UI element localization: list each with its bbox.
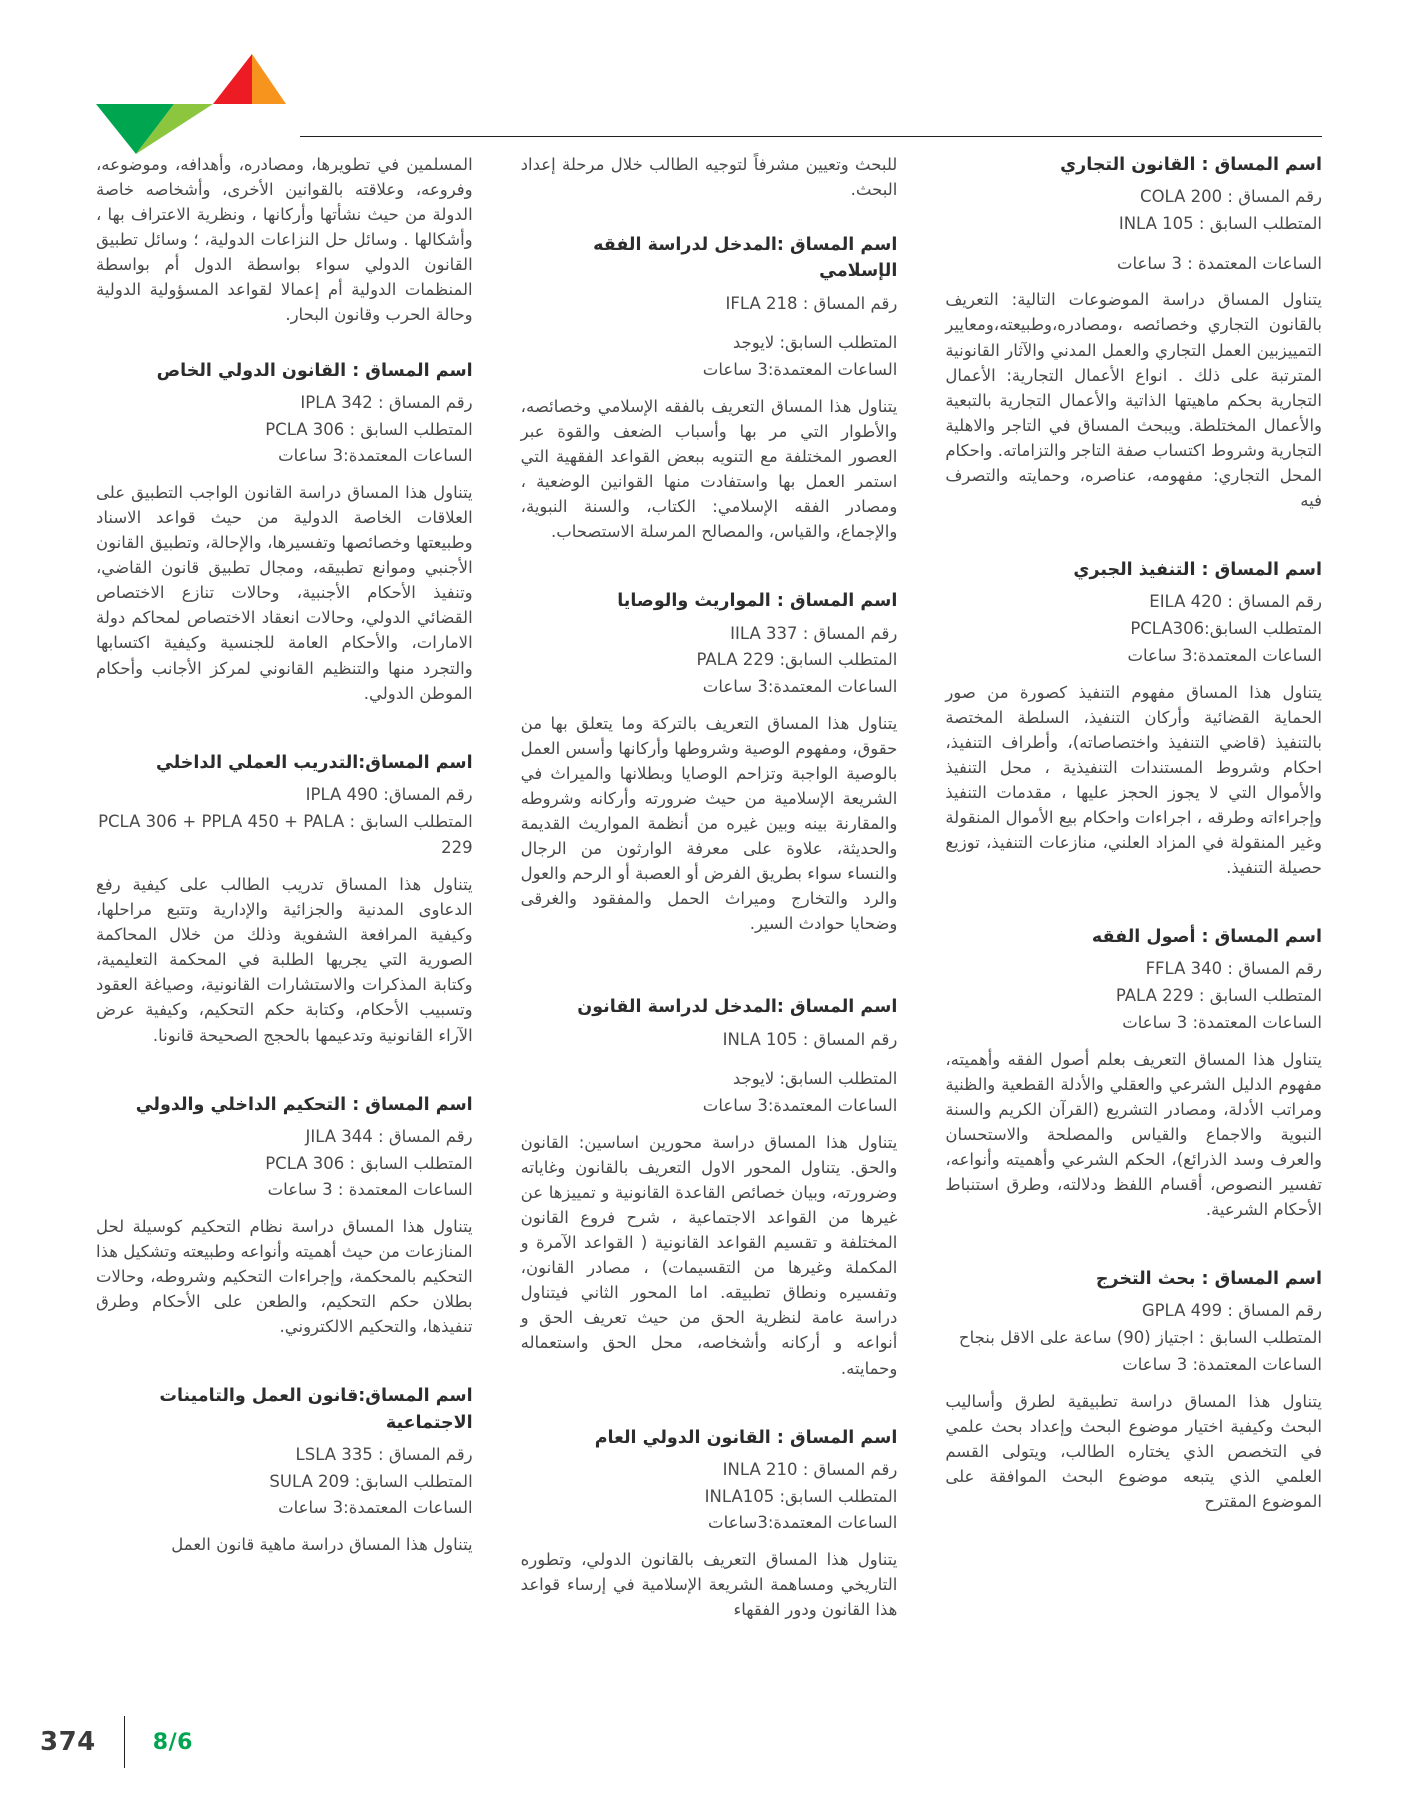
course-credit-hours: الساعات المعتمدة:3ساعات (708, 1513, 898, 1533)
footer-divider (124, 1716, 125, 1768)
course-block (945, 924, 1322, 1222)
page-number: 374 (40, 1727, 96, 1757)
course-number: رقم المساق : INLA 210 (722, 1459, 898, 1479)
course-prerequisite: المتطلب السابق: لايوجد (732, 333, 898, 353)
course-block (521, 588, 898, 936)
course-prerequisite: المتطلب السابق : PCLA 306 + PPLA 450 + PALA 229 (98, 811, 473, 858)
spacer (521, 1053, 898, 1066)
column-middle (520, 152, 898, 1620)
course-prerequisite: المتطلب السابق: PALA 229 (696, 650, 898, 670)
course-title: اسم المساق : بحث التخرج (1095, 1269, 1322, 1290)
course-prerequisite: المتطلب السابق : PCLA 306 (265, 419, 473, 439)
course-title: اسم المساق : التحكيم الداخلي والدولي (135, 1094, 473, 1115)
course-number: رقم المساق : FFLA 340 (1145, 959, 1322, 979)
course-title: اسم المساق : القانون التجاري (1060, 155, 1322, 175)
course-description: يتناول هذا المساق التعريف بعلم أصول الفقه وأهميته، مفهوم الدليل الشرعي والعقلي والأدلة القطعية والظنية ومراتب الأدلة، ومصادر التشريع (القرآن الكريم والسنة النبوية والاجماع والقياس والمصلحة والاستحسان والعرف وسد الذرائع)، الحكم الشرعي وأهميته وأنواعه، تفسير النصوص، أقسام اللفظ ودلالته، وطرق استنباط الأحكام الشرعية. (945, 1049, 1322, 1220)
course-credit-hours: الساعات المعتمدة: 3 ساعات (1122, 1012, 1322, 1032)
course-credit-hours: الساعات المعتمدة:3 ساعات (702, 360, 898, 380)
course-title: اسم المساق : التنفيذ الجبري (1073, 560, 1322, 581)
course-credit-hours: الساعات المعتمدة : 3 ساعات (267, 1180, 473, 1200)
course-number: رقم المساق : IPLA 342 (300, 392, 473, 412)
course-description: يتناول هذا المساق التعريف بالقانون الدولي، وتطوره التاريخي ومساهمة الشريعة الإسلامية في إرساء قواعد هذا القانون ودور الفقهاء (520, 1549, 898, 1620)
course-description: يتناول هذا المساق دراسة تطبيقية لطرق وأساليب البحث وكيفية اختيار موضوع البحث وإعداد بحث علمي في التخصص الذي يختاره الطالب، ويتولى القسم العلمي الذي يتبعه موضوع البحث الموافقة على الموضوع المقترح (945, 1391, 1322, 1511)
course-number: رقم المساق: IPLA 490 (305, 784, 473, 804)
course-description: يتناول هذا المساق دراسة نظام التحكيم كوسيلة لحل المنازعات من حيث أهميته وأنواعه وطبيعته وتشكيل هذا التحكيم بالمحكمة، وإجراءات التحكيم وشروطه، وحالات بطلان حكم التحكيم، والطعن على الأحكام وطرق تنفيذها، والتحكيم الالكتروني. (95, 1217, 473, 1337)
course-block (945, 152, 1322, 513)
course-prerequisite: المتطلب السابق: لايوجد (732, 1069, 898, 1089)
page-content (95, 152, 1322, 1620)
spacer (945, 519, 1322, 557)
course-number: رقم المساق : IILA 337 (730, 623, 898, 643)
course-prerequisite: المتطلب السابق:PCLA306 (1130, 619, 1322, 639)
course-credit-hours: الساعات المعتمدة: 3 ساعات (1122, 1354, 1322, 1374)
header-divider-rule (300, 136, 1322, 137)
course-prerequisite: المتطلب السابق : اجتياز (90) ساعة على الاقل بنجاح (958, 1328, 1322, 1348)
logo-triangle-orange (252, 54, 286, 104)
arrow-triangles-logo (96, 46, 286, 154)
course-description: يتناول هذا المساق التعريف بالفقه الإسلامي وخصائصه، والأطوار التي مر بها وأسباب الضعف والقوة عبر العصور المختلفة مع التنويه ببعض القواعد الفقهية التي استمر العمل بها واستفادت منها القوانين الوضعية ، ومصادر الفقه الإسلامي: الكتاب، والسنة النبوية، والإجماع، والقياس، والمصالح المرسلة الاستصحاب. (520, 396, 898, 542)
course-credit-hours: الساعات المعتمدة:3 ساعات (1127, 645, 1322, 665)
course-number: رقم المساق : LSLA 335 (295, 1444, 473, 1464)
course-number: رقم المساق : INLA 105 (722, 1029, 898, 1049)
spacer (96, 1345, 473, 1383)
course-credit-hours: الساعات المعتمدة : 3 ساعات (1116, 253, 1322, 273)
course-number: رقم المساق : COLA 200 (1140, 187, 1322, 207)
spacer (945, 238, 1322, 251)
course-title: اسم المساق : القانون الدولي الخاص (156, 360, 473, 381)
course-block (96, 1383, 473, 1557)
course-description: يتناول هذا المساق دراسة محورين اساسين: القانون والحق. يتناول المحور الاول التعريف بالقانون وغاياته وضرورته، وبيان خصائص القاعدة القانونية و تمييزها عن غيرها من القواعد الاجتماعية ، شرح فروع القانون المختلفة و تقسيم القواعد القانونية ( القواعد الآمرة و المكملة وغيرها من التقسيمات) ، مصادر القانون، وتفسيره ونطاق تطبيقه. اما المحور الثاني فيتناول دراسة عامة لنظرية الحق من حيث تعريف الحق و أنواعه و أركانه وأشخاصه، محل الحق واستعماله وحمايته. (520, 1132, 898, 1378)
course-credit-hours: الساعات المعتمدة:3 ساعات (278, 446, 473, 466)
course-prerequisite: المتطلب السابق : PCLA 306 (265, 1153, 473, 1173)
spacer (96, 712, 473, 750)
spacer (96, 1054, 473, 1092)
course-title: اسم المساق : أصول الفقه (1091, 927, 1322, 948)
course-description: يتناول هذا المساق دراسة ماهية قانون العمل (171, 1535, 473, 1555)
course-title: اسم المساق : المواريث والوصايا (617, 591, 898, 612)
course-description: يتناول هذا المساق مفهوم التنفيذ كصورة من صور الحماية القضائية وأركان التنفيذ، السلطة المختصة بالتنفيذ (قاضي التنفيذ واختصاصاته)، وأطراف التنفيذ، احكام وشروط المستندات التنفيذية ، محل التنفيذ والأموال التي لا يجوز الحجز عليها ، مقدمات التنفيذ وإجراءاته وطرقه ، اجراءات واحكام بيع الأموال المنقولة وغير المنقولة في المزاد العلني، منازعات التنفيذ، توزيع حصيلة التنفيذ. (945, 682, 1322, 878)
course-credit-hours: الساعات المعتمدة:3 ساعات (702, 1096, 898, 1116)
spacer (945, 1228, 1322, 1266)
course-description: يتناول هذا المساق تدريب الطالب على كيفية رفع الدعاوى المدنية والجزائية والإدارية وتتبع مراحلها، وكيفية المرافعة الشفوية وذلك من خلال المحاكمة الصورية التي يجريها الطلبة في المحكمة التعليمية، وكتابة المذكرات والاستشارات القانونية، وصياغة العقود وتسبيب الأحكام، وكتابة حكم التحكيم، وكيفية عرض الآراء القانونية وتدعيمها بالحجج الصحيحة قانونا. (95, 875, 473, 1045)
course-block (96, 358, 473, 706)
logo-triangle-red (213, 54, 252, 104)
course-block (96, 750, 473, 1048)
course-block (945, 1266, 1322, 1514)
column-left (95, 152, 473, 1555)
spacer (521, 317, 898, 330)
course-block (521, 994, 898, 1380)
course-prerequisite: المتطلب السابق : PALA 229 (1115, 986, 1322, 1006)
course-prerequisite: المتطلب السابق : INLA 105 (1118, 213, 1322, 233)
course-description: يتناول المساق دراسة الموضوعات التالية: التعريف بالقانون التجاري وخصائصه ،ومصادره،وطبيعته،ومعايير التمييزبين العمل التجاري والعمل المدني والآثار القانونية المترتبة على ذلك . انواع الأعمال التجارية: الأعمال التجارية بحكم ماهيتها الذاتية والأعمال التجارية بالتبعية والأعمال المختلطة. ويبحث المساق في التاجر والاهلية التجارية وشروط اكتساب صفة التاجر والتزاماته. واحكام المحل التجاري: مفهومه، عناصره، وحمايته والتصرف فيه (945, 290, 1322, 511)
page-header (0, 46, 1418, 151)
course-title: اسم المساق:التدريب العملي الداخلي (155, 752, 473, 773)
logo-icon (96, 46, 286, 154)
course-title: اسم المساق : القانون الدولي العام (594, 1427, 898, 1448)
section-code: 8/6 (152, 1729, 193, 1755)
course-block (96, 1092, 473, 1340)
course-number: رقم المساق : IFLA 218 (725, 293, 898, 313)
course-block (521, 1425, 898, 1623)
spacer (521, 1387, 898, 1425)
course-number: رقم المساق : JILA 344 (305, 1126, 473, 1146)
continued-paragraph: المسلمين في تطويرها، ومصادره، وأهدافه، وموضوعه، وفروعه، وعلاقته بالقوانين الأخرى، وأشخاصه خاصة الدولة من حيث نشأتها وأركانها ، ونظرية الاعتراف بها ، وأشكالها . وسائل حل النزاعات الدولية، ؛ وسائل تطبيق القانون الدولي سواء بواسطة الدول أم بواسطة المنظمات الدولية أم إعمالا لقواعد المسؤولية الدولية وحالة الحرب وقانون البحار. (95, 155, 473, 325)
course-title: اسم المساق :المدخل لدراسة القانون (577, 997, 898, 1018)
course-description: يتناول هذا المساق التعريف بالتركة وما يتعلق بها من حقوق، ومفهوم الوصية وشروطها وأركانها وأسس العمل بالوصية الواجبة وتزاحم الوصايا وبطلانها والميراث في الشريعة الإسلامية من حيث ضرورته وأركانه وشروطه والمقارنة بينه وبين غيره من أنظمة المواريث القديمة والحديثة، علاوة على معرفة الوارثون من الرجال والنساء سواء بطريق الفرض أو العصبة أو الرحم والعول والرد والتخارج وميراث الحمل والمفقود والغرقى وضحايا حوادث السير. (520, 713, 898, 934)
course-prerequisite: المتطلب السابق: SULA 209 (269, 1471, 473, 1491)
course-block (945, 557, 1322, 880)
course-title: اسم المساق:قانون العمل والتامينات الاجتماعية (159, 1386, 473, 1433)
course-description: يتناول هذا المساق دراسة القانون الواجب التطبيق على العلاقات الخاصة الدولية من حيث قواعد الاسناد وطبيعتها وخصائصها وتفسيرها، والإحالة، وتطبيق القانون الأجنبي وموانع تطبيقه، ومجال تطبيق قانون القاضي، وتنفيذ الأحكام الأجنبية، وحالات تنازع الاختصاص القضائي الدولي، وحالات انعقاد الاختصاص لمحاكم دولة الامارات، والأحكام العامة للجنسية وكيفية اكتسابها والتجرد منها والتنظيم القانوني لمركز الأجانب وأحكام الموطن الدولي. (95, 482, 473, 703)
spacer (521, 942, 898, 994)
page-footer (36, 1714, 193, 1770)
spacer (945, 886, 1322, 924)
spacer (521, 550, 898, 588)
course-credit-hours: الساعات المعتمدة:3 ساعات (278, 1498, 473, 1518)
continued-paragraph: للبحث وتعيين مشرفاً لتوجيه الطالب خلال مرحلة إعداد البحث. (520, 155, 898, 200)
course-block (521, 232, 898, 544)
course-title: اسم المساق :المدخل لدراسة الفقه الإسلامي (593, 235, 898, 282)
course-credit-hours: الساعات المعتمدة:3 ساعات (702, 676, 898, 696)
course-number: رقم المساق : GPLA 499 (1141, 1301, 1322, 1321)
column-right (945, 152, 1322, 1552)
course-number: رقم المساق : EILA 420 (1149, 592, 1322, 612)
course-prerequisite: المتطلب السابق: INLA105 (704, 1486, 898, 1506)
